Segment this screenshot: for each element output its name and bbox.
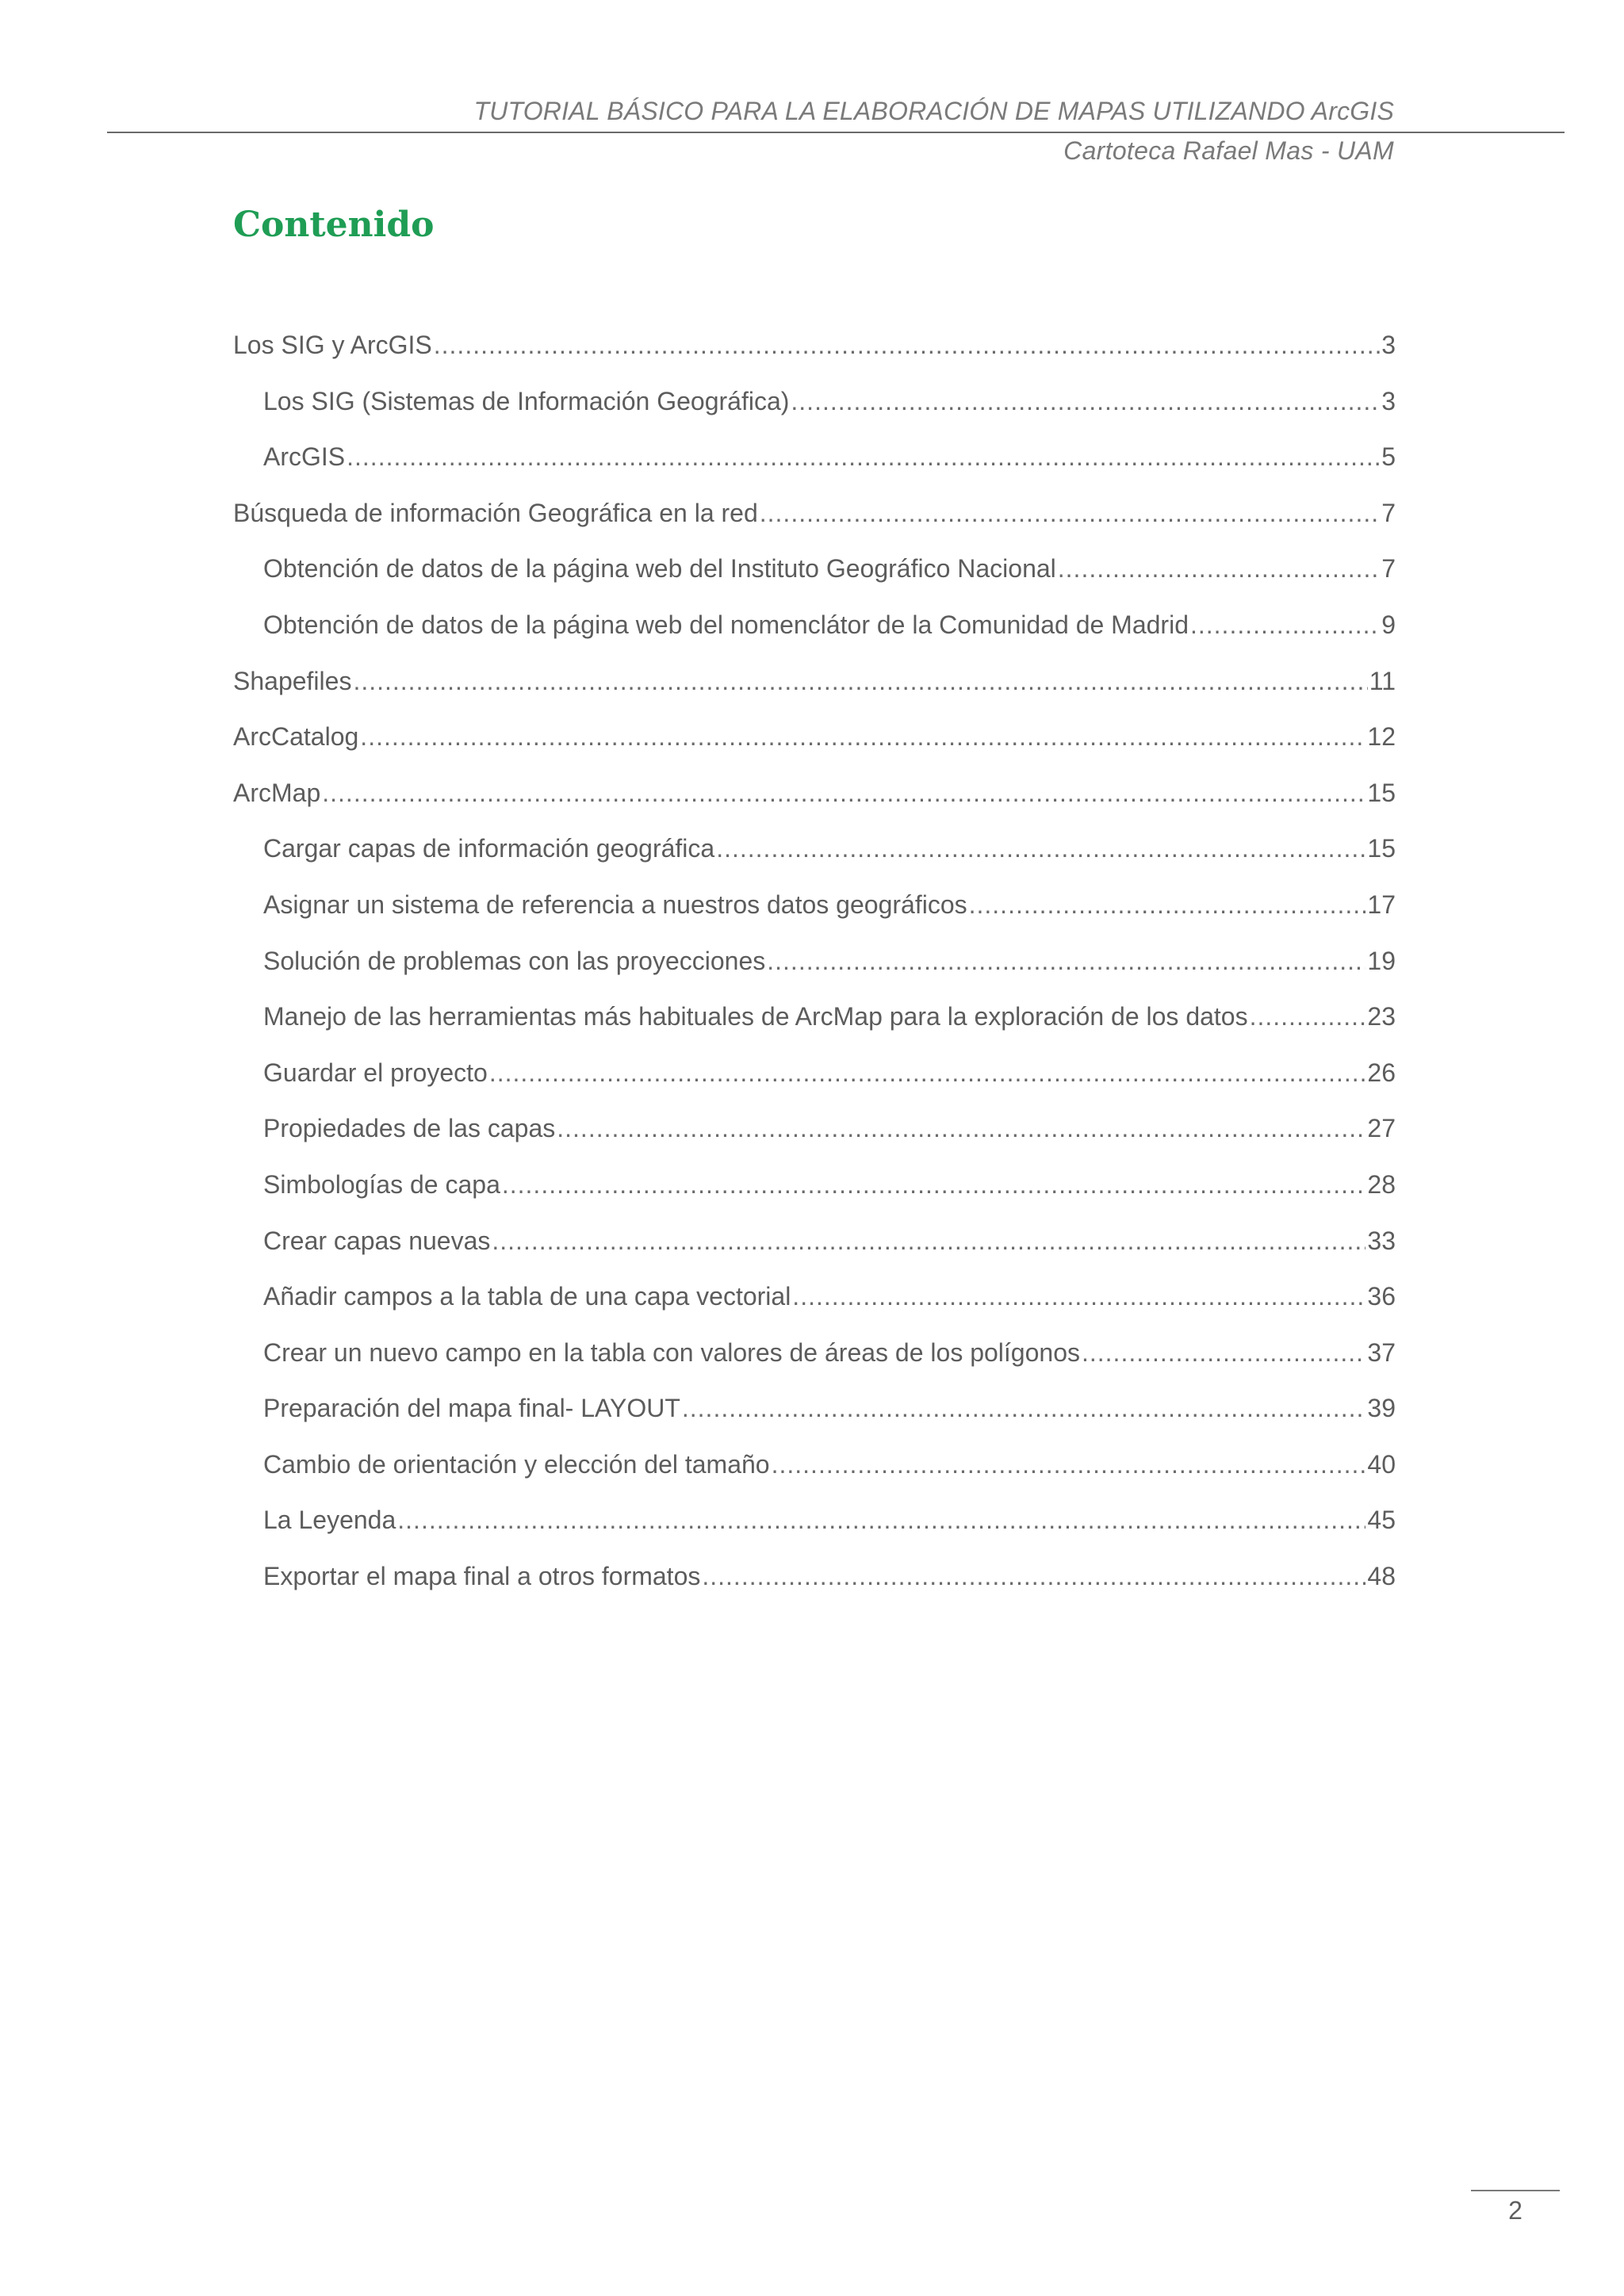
- toc-entry[interactable]: [233, 495, 1396, 551]
- dot-leader: [716, 830, 1365, 867]
- toc-entry-page: 23: [1367, 1002, 1396, 1031]
- toc-entry-page: 39: [1367, 1394, 1396, 1423]
- toc-entry[interactable]: [233, 1558, 1396, 1614]
- header-subtitle: Cartoteca Rafael Mas - UAM: [1063, 136, 1394, 165]
- toc-entry-label: Cambio de orientación y elección del tamaño: [263, 1449, 770, 1479]
- dot-leader: [792, 1278, 1365, 1314]
- header-title: TUTORIAL BÁSICO PARA LA ELABORACIÓN DE MAPAS UTILIZANDO ArcGIS: [473, 97, 1394, 125]
- dot-leader: [502, 1166, 1366, 1203]
- toc-entry-label: Manejo de las herramientas más habituales de ArcMap para la exploración de los datos: [263, 1002, 1248, 1031]
- toc-entry[interactable]: [233, 1223, 1396, 1279]
- toc-entry-page: 5: [1381, 442, 1396, 472]
- toc-entry-label: Simbologías de capa: [263, 1169, 500, 1199]
- dot-leader: [682, 1390, 1366, 1426]
- page-header: [0, 0, 1624, 182]
- toc-entry-label: Añadir campos a la tabla de una capa vectorial: [263, 1282, 791, 1311]
- toc-entry[interactable]: [233, 1334, 1396, 1391]
- toc-entry-label: Búsqueda de información Geográfica en la red: [233, 498, 758, 527]
- toc-entry-page: 11: [1369, 666, 1396, 695]
- toc-entry-label: Obtención de datos de la página web del nomenclátor de la Comunidad de Madrid: [263, 610, 1189, 639]
- toc-entry-page: 15: [1367, 778, 1396, 807]
- toc-entry[interactable]: [233, 438, 1396, 495]
- toc-entry[interactable]: [233, 1278, 1396, 1334]
- toc-entry-page: 33: [1367, 1226, 1396, 1255]
- toc-entry[interactable]: [233, 1110, 1396, 1166]
- toc-entry[interactable]: [233, 327, 1396, 383]
- toc-entry-label: ArcGIS: [263, 442, 346, 472]
- toc-entry-label: Obtención de datos de la página web del Instituto Geográfico Nacional: [263, 554, 1056, 584]
- toc-heading: Contenido: [233, 205, 435, 245]
- toc-entry-page: 19: [1367, 946, 1396, 975]
- dot-leader: [434, 327, 1380, 363]
- toc-entry[interactable]: [233, 383, 1396, 439]
- toc-entry-page: 7: [1381, 498, 1396, 527]
- dot-leader: [347, 438, 1380, 475]
- toc-entry-page: 37: [1367, 1337, 1396, 1367]
- dot-leader: [557, 1110, 1365, 1146]
- dot-leader: [492, 1223, 1365, 1259]
- toc-entry[interactable]: [233, 998, 1396, 1054]
- toc-entry[interactable]: [233, 1054, 1396, 1111]
- toc-entry[interactable]: [233, 1446, 1396, 1502]
- toc-entry-page: 15: [1367, 834, 1396, 863]
- toc-entry-page: 12: [1367, 722, 1396, 752]
- toc-entry[interactable]: [233, 663, 1396, 719]
- table-of-contents: [233, 327, 1396, 1614]
- dot-leader: [1250, 998, 1366, 1035]
- toc-entry-label: Guardar el proyecto: [263, 1058, 488, 1087]
- toc-entry[interactable]: [233, 1390, 1396, 1446]
- dot-leader: [1058, 550, 1380, 587]
- toc-entry[interactable]: [233, 1166, 1396, 1223]
- toc-entry-page: 7: [1381, 554, 1396, 584]
- toc-entry-page: 28: [1367, 1169, 1396, 1199]
- toc-entry-label: Solución de problemas con las proyecciones: [263, 946, 766, 975]
- toc-entry-page: 3: [1381, 331, 1396, 359]
- toc-entry[interactable]: [233, 830, 1396, 886]
- dot-leader: [489, 1054, 1366, 1091]
- toc-entry-label: La Leyenda: [263, 1506, 396, 1535]
- footer-divider: [1471, 2190, 1560, 2191]
- toc-entry-label: Asignar un sistema de referencia a nuestros datos geográficos: [263, 890, 967, 919]
- toc-entry[interactable]: [233, 886, 1396, 943]
- toc-entry-page: 36: [1367, 1282, 1396, 1311]
- dot-leader: [1190, 607, 1380, 643]
- toc-entry-label: Cargar capas de información geográfica: [263, 834, 715, 863]
- toc-entry-label: Preparación del mapa final- LAYOUT: [263, 1394, 680, 1423]
- toc-entry-page: 26: [1367, 1058, 1396, 1087]
- toc-entry[interactable]: [233, 607, 1396, 663]
- header-divider: [107, 132, 1565, 133]
- dot-leader: [702, 1558, 1365, 1594]
- toc-entry-page: 27: [1367, 1114, 1396, 1143]
- toc-entry-label: Propiedades de las capas: [263, 1114, 556, 1143]
- toc-entry[interactable]: [233, 943, 1396, 999]
- toc-entry[interactable]: [233, 775, 1396, 831]
- toc-entry-label: ArcMap: [233, 778, 321, 807]
- toc-entry-page: 45: [1367, 1506, 1396, 1535]
- toc-entry-label: Los SIG y ArcGIS: [233, 331, 432, 359]
- toc-entry-label: Crear un nuevo campo en la tabla con valores de áreas de los polígonos: [263, 1337, 1080, 1367]
- toc-entry-page: 3: [1381, 386, 1396, 415]
- dot-leader: [353, 663, 1367, 699]
- toc-entry-label: Shapefiles: [233, 666, 352, 695]
- toc-entry-label: ArcCatalog: [233, 722, 359, 752]
- dot-leader: [360, 718, 1365, 755]
- dot-leader: [791, 383, 1380, 419]
- toc-entry-page: 48: [1367, 1562, 1396, 1591]
- toc-entry-page: 40: [1367, 1449, 1396, 1479]
- page-number: 2: [1508, 2196, 1522, 2225]
- toc-entry-page: 17: [1367, 890, 1396, 919]
- toc-entry-label: Exportar el mapa final a otros formatos: [263, 1562, 701, 1591]
- toc-entry[interactable]: [233, 550, 1396, 607]
- toc-entry-page: 9: [1381, 610, 1396, 639]
- dot-leader: [767, 943, 1365, 979]
- toc-entry-label: Los SIG (Sistemas de Información Geográfica): [263, 386, 790, 415]
- dot-leader: [397, 1502, 1365, 1538]
- dot-leader: [1082, 1334, 1365, 1371]
- dot-leader: [772, 1446, 1366, 1483]
- dot-leader: [969, 886, 1366, 923]
- toc-entry-label: Crear capas nuevas: [263, 1226, 491, 1255]
- toc-entry[interactable]: [233, 1502, 1396, 1558]
- dot-leader: [322, 775, 1365, 811]
- dot-leader: [760, 495, 1380, 531]
- toc-entry[interactable]: [233, 718, 1396, 775]
